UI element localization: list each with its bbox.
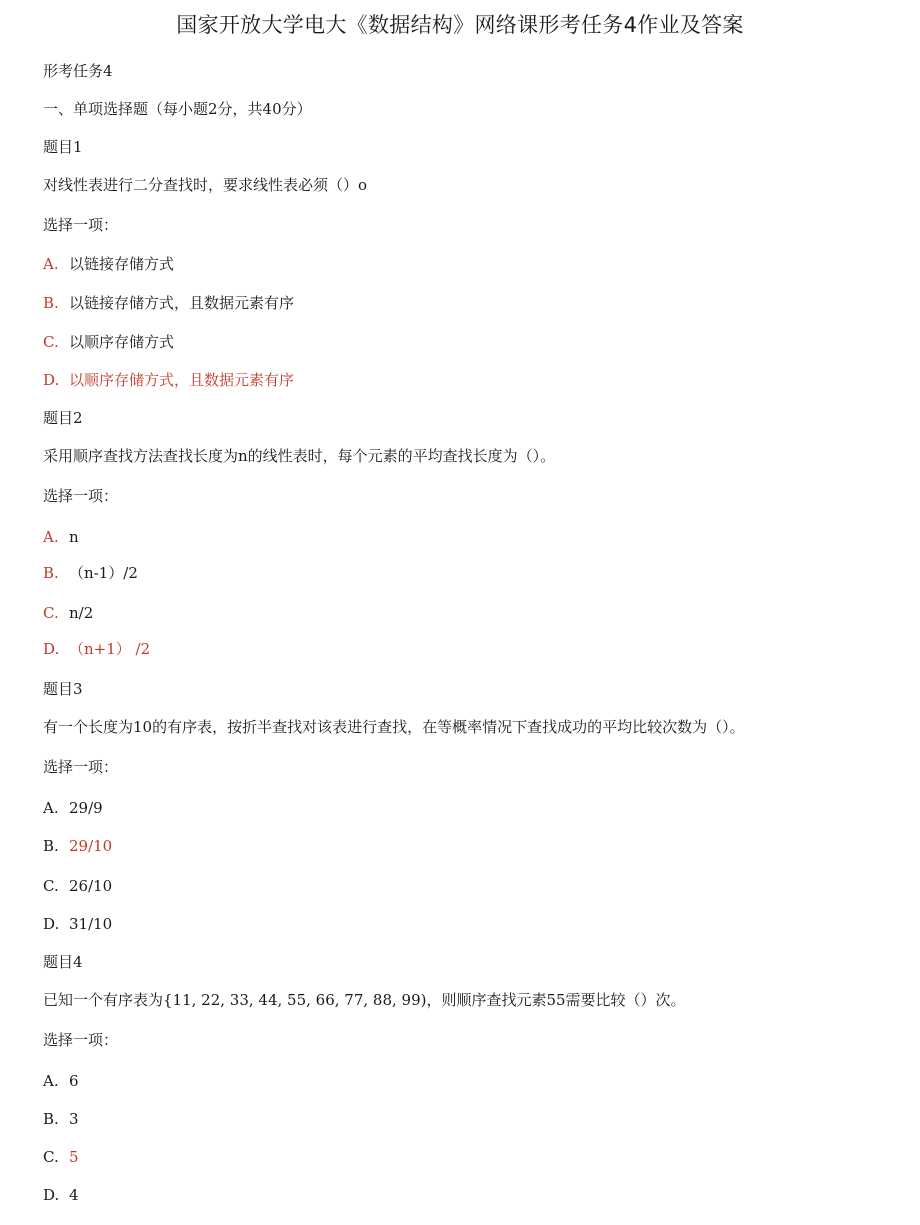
question-2-stem: 采用顺序查找方法查找长度为n的线性表时，每个元素的平均查找长度为（）。	[43, 447, 556, 465]
option-letter: C.	[43, 877, 59, 895]
option-letter: B.	[43, 837, 59, 855]
question-2-choose-prompt: 选择一项：	[43, 487, 119, 505]
question-4-option-a[interactable]	[43, 1071, 79, 1091]
question-3-stem: 有一个长度为10的有序表，按折半查找对该表进行查找，在等概率情况下查找成功的平均比较次数为（）。	[43, 718, 745, 736]
question-2-option-d[interactable]	[43, 639, 150, 659]
option-text: 29/9	[69, 799, 103, 817]
option-text: 31/10	[69, 915, 113, 933]
option-letter: B.	[43, 1110, 59, 1128]
question-3-heading: 题目3	[43, 680, 83, 698]
question-2-option-a[interactable]	[43, 527, 79, 547]
task-label: 形考任务4	[43, 62, 113, 80]
option-text: 以链接存储方式	[69, 255, 175, 273]
option-text: 5	[69, 1148, 79, 1166]
question-1-option-c[interactable]	[43, 332, 174, 352]
question-2-option-b[interactable]	[43, 563, 138, 583]
option-text: 3	[69, 1110, 79, 1128]
question-4-stem: 已知一个有序表为{11, 22, 33, 44, 55, 66, 77, 88, 99)，则顺序查找元素55需要比较（）次。	[43, 991, 686, 1009]
option-letter: C.	[43, 604, 59, 622]
document-title: 国家开放大学电大《数据结构》网络课形考任务4作业及答案	[176, 13, 744, 37]
option-text: 6	[69, 1072, 79, 1090]
question-4-option-c[interactable]	[43, 1147, 79, 1167]
option-text: （n-1）/2	[69, 564, 138, 582]
question-1-option-b[interactable]	[43, 293, 294, 313]
question-3-option-d[interactable]	[43, 914, 112, 934]
question-4-choose-prompt: 选择一项：	[43, 1031, 119, 1049]
option-letter: D.	[43, 371, 60, 389]
question-1-option-d[interactable]	[43, 370, 294, 390]
question-1-choose-prompt: 选择一项：	[43, 216, 119, 234]
option-letter: B.	[43, 564, 59, 582]
option-letter: D.	[43, 915, 60, 933]
option-text: 以链接存储方式，且数据元素有序	[69, 294, 295, 312]
question-4-option-b[interactable]	[43, 1109, 79, 1129]
option-letter: D.	[43, 640, 60, 658]
option-letter: A.	[43, 255, 59, 273]
question-3-choose-prompt: 选择一项：	[43, 758, 119, 776]
option-text: 以顺序存储方式	[69, 333, 175, 351]
option-text: n	[69, 528, 79, 546]
question-3-option-b[interactable]	[43, 836, 112, 856]
question-1-option-a[interactable]	[43, 254, 174, 274]
section-label: 一、单项选择题（每小题2分，共40分）	[43, 100, 312, 118]
option-text: n/2	[69, 604, 94, 622]
option-letter: C.	[43, 333, 59, 351]
option-text: 以顺序存储方式，且数据元素有序	[69, 371, 295, 389]
question-3-option-c[interactable]	[43, 876, 112, 896]
option-text: 26/10	[69, 877, 113, 895]
question-1-heading: 题目1	[43, 138, 83, 156]
option-text: 4	[69, 1186, 79, 1204]
question-2-heading: 题目2	[43, 409, 83, 427]
option-text: 29/10	[69, 837, 113, 855]
option-text: （n+1） /2	[69, 640, 151, 658]
question-4-heading: 题目4	[43, 953, 83, 971]
option-letter: D.	[43, 1186, 60, 1204]
question-3-option-a[interactable]	[43, 798, 103, 818]
option-letter: B.	[43, 294, 59, 312]
question-4-option-d[interactable]	[43, 1185, 79, 1205]
option-letter: A.	[43, 528, 59, 546]
question-1-stem: 对线性表进行二分查找时，要求线性表必须（）o	[43, 176, 368, 194]
option-letter: A.	[43, 799, 59, 817]
option-letter: C.	[43, 1148, 59, 1166]
option-letter: A.	[43, 1072, 59, 1090]
question-2-option-c[interactable]	[43, 603, 93, 623]
